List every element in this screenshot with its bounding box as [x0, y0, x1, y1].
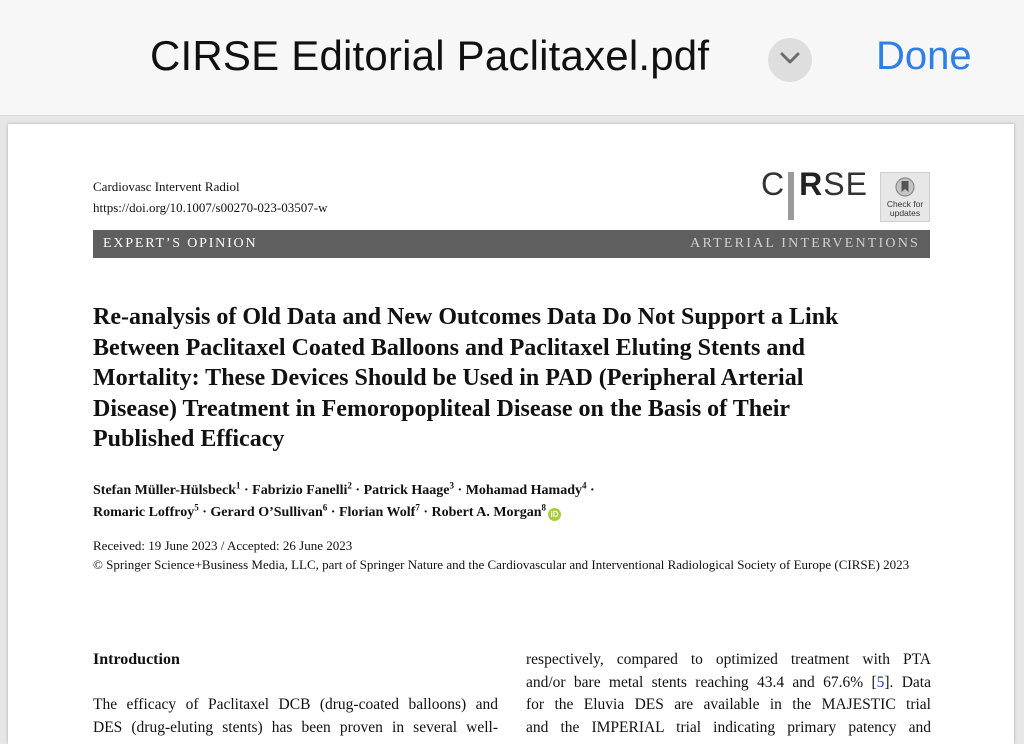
document-title: CIRSE Editorial Paclitaxel.pdf: [150, 32, 710, 79]
copyright-notice: © Springer Science+Business Media, LLC, part of Springer Nature and the Cardiovascular and Interventional Radiological Society of Europe (CIRSE) 2023: [93, 557, 910, 572]
author[interactable]: Patrick Haage$^3$: [363, 480, 455, 498]
doi-link[interactable]: https://doi.org/10.1007/s00270-023-03507-w: [93, 200, 328, 215]
navigation-bar: [0, 0, 1024, 116]
badge-label: Check for updates: [886, 199, 924, 218]
text-line: for the Eluvia DES are available in the MAJESTIC trial: [526, 696, 931, 713]
article-category: ARTERIAL INTERVENTIONS: [690, 236, 920, 251]
text-line: The efficacy of Paclitaxel DCB (drug-coated balloons) and: [93, 696, 498, 713]
text-line: and/or bare metal stents reaching 43.4 and 67.6% [5]. Data: [526, 673, 931, 691]
right-column-text: [526, 649, 931, 739]
author[interactable]: Mohamad Hamady$^4$: [465, 480, 587, 498]
author[interactable]: Romaric Loffroy$^5$: [93, 502, 199, 520]
author[interactable]: Florian Wolf$^7$: [338, 502, 420, 520]
title-menu-button[interactable]: [768, 38, 812, 82]
chevron-down-icon: [780, 51, 800, 69]
author[interactable]: Fabrizio Fanelli$^2$: [252, 480, 352, 498]
text-line: DES (drug-eluting stents) has been proven in several well-: [93, 718, 498, 736]
journal-name: Cardiovasc Intervent Radiol: [93, 179, 240, 194]
left-column-text: [93, 694, 498, 739]
cirse-logo: C RSE: [761, 166, 868, 202]
section-heading-introduction: Introduction: [93, 651, 180, 668]
author[interactable]: Robert A. Morgan$^8$: [431, 502, 547, 520]
article-type: EXPERT’S OPINION: [103, 236, 258, 251]
done-button[interactable]: Done: [876, 34, 972, 78]
article-title: Re-analysis of Old Data and New Outcomes Data Do Not Support a Link Between Paclitaxel Coated Balloons and Paclitaxel Eluting Stents and Mortality: These Devices Should be Used in PAD (Peripheral Arterial Disease) Treatment in Femoropopliteal Disease on the Basis of Their Published Efficacy: [93, 304, 839, 452]
text-line: respectively, compared to optimized treatment with PTA: [526, 651, 931, 668]
orcid-icon[interactable]: iD: [548, 508, 561, 521]
text-line: and the IMPERIAL trial indicating primary patency and: [526, 718, 931, 736]
check-for-updates-badge[interactable]: [880, 172, 930, 222]
author[interactable]: Gerard O’Sullivan$^6$: [210, 502, 328, 520]
pdf-page[interactable]: [8, 124, 1014, 744]
reference-link[interactable]: 5: [876, 673, 885, 691]
received-accepted-dates: Received: 19 June 2023 / Accepted: 26 June 2023: [93, 538, 353, 553]
author-list: Stefan Müller-Hülsbeck$^1$ · Fabrizio Fanelli$^2$ · Patrick Haage$^3$ · Mohamad Hamady$^4$ · Romaric Loffroy$^5$ · Gerard O’Sullivan$^6$ · Florian Wolf$^7$ · Robert A. Morgan$^8$iD: [93, 480, 595, 520]
author[interactable]: Stefan Müller-Hülsbeck$^1$: [93, 480, 241, 498]
section-banner: [93, 230, 930, 258]
